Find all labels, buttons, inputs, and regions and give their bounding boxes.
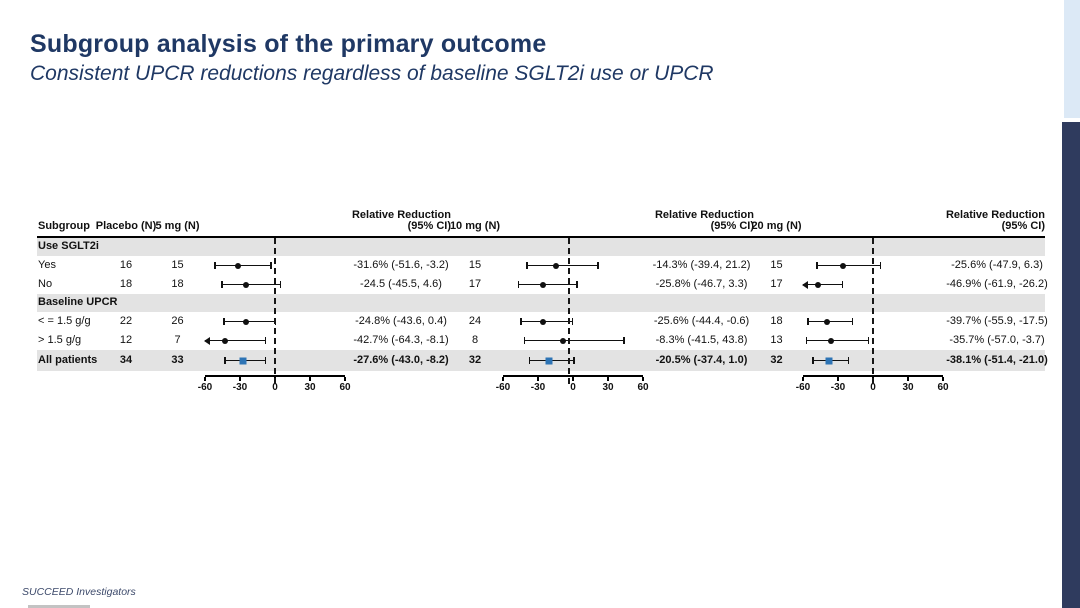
ci-cap-high (868, 337, 870, 344)
estimate-ci-text: -8.3% (-41.5, 43.8) (655, 333, 748, 346)
arm-n-value: 15 (468, 258, 482, 271)
point-estimate-marker (243, 282, 249, 288)
forest-plot-cell (799, 275, 949, 294)
arm-n-value: 13 (770, 333, 783, 346)
forest-plot-cell (499, 350, 649, 371)
row-label: < = 1.5 g/g (38, 314, 91, 327)
ci-cap-low (812, 357, 814, 364)
estimate-ci-text: -35.7% (-57.0, -3.7) (949, 333, 1045, 346)
ci-bar (527, 265, 598, 267)
ci-cap-low (223, 318, 225, 325)
axis-tick (572, 377, 574, 381)
ci-cap-high (270, 262, 272, 269)
table-row (37, 275, 1048, 294)
placebo-n-value: 34 (119, 353, 133, 366)
estimate-ci-text: -46.9% (-61.9, -26.2) (946, 277, 1048, 290)
forest-plot-cell (201, 350, 351, 371)
forest-plot-cell (201, 256, 351, 275)
point-estimate-marker (239, 357, 246, 364)
estimate-ci-text: -24.8% (-43.6, 0.4) (355, 314, 447, 327)
table-row (37, 256, 1045, 275)
forest-table (37, 206, 1048, 395)
ci-cap-low (518, 281, 520, 288)
ci-bar (817, 265, 880, 267)
axis-tick-label: -30 (232, 382, 248, 393)
point-estimate-marker (243, 319, 249, 325)
col-header-10mg-n: 10 mg (N) (449, 220, 501, 233)
ci-cap-low (807, 318, 809, 325)
relative-reduction-label: Relative Reduction (654, 208, 754, 221)
ci-cap-high (848, 357, 850, 364)
estimate-ci-text: -31.6% (-51.6, -3.2) (353, 258, 449, 271)
ci-cap-low (526, 262, 528, 269)
section-label: Baseline UPCR (38, 296, 118, 309)
axis-tick-label: -60 (197, 382, 213, 393)
arm-n-value: 24 (468, 314, 482, 327)
ci-cap-high (597, 262, 599, 269)
arm-n-value: 15 (770, 258, 783, 271)
axis-tick (344, 377, 346, 381)
axis-tick-label: 60 (339, 382, 351, 393)
forest-plot-cell (799, 331, 949, 350)
arm-n-value: 26 (171, 314, 184, 327)
estimate-ci-text: -14.3% (-39.4, 21.2) (652, 258, 751, 271)
col-header-relative-reduction-3 (945, 206, 1045, 236)
ci-bar (803, 284, 842, 286)
ci-bar (224, 321, 275, 323)
arm-n-value: 32 (468, 353, 482, 366)
point-estimate-marker (560, 338, 566, 344)
ci-cap-high (280, 281, 282, 288)
rows-container (37, 238, 1048, 371)
axis-tick (204, 377, 206, 381)
forest-plot-cell (499, 312, 649, 331)
ci-bar (808, 321, 853, 323)
axis-tick (907, 377, 909, 381)
row-label: Yes (38, 258, 56, 271)
col-header-plot2-spacer (499, 206, 649, 236)
ci-cap-high (572, 318, 574, 325)
arm-n-value: 32 (770, 353, 783, 366)
col-header-plot1-spacer (201, 206, 351, 236)
ci-bar (205, 340, 266, 342)
ci-cap-low (806, 337, 808, 344)
point-estimate-marker (840, 263, 846, 269)
axis-tick (802, 377, 804, 381)
forest-plot-cell (499, 275, 649, 294)
forest-plot-cell (201, 275, 351, 294)
table-row (37, 312, 1048, 331)
forest-plot-cell (799, 256, 949, 275)
ci-cap-low (214, 262, 216, 269)
axis-row (37, 371, 1045, 395)
forest-plot-cell (799, 350, 949, 371)
placebo-n-value: 12 (119, 333, 133, 346)
point-estimate-marker (540, 282, 546, 288)
ci-track (503, 275, 643, 294)
ci-cap-high (623, 337, 625, 344)
axis-tick (607, 377, 609, 381)
axis-tick (537, 377, 539, 381)
edge-strip-navy (1062, 122, 1080, 608)
estimate-ci-text: -39.7% (-55.9, -17.5) (946, 314, 1048, 327)
placebo-n-value: 18 (119, 277, 133, 290)
axis-tick-label: 60 (637, 382, 649, 393)
estimate-ci-text: -27.6% (-43.0, -8.2) (353, 353, 449, 366)
ci-bar (215, 265, 271, 267)
zero-reference-line (274, 238, 276, 384)
axis-tick (942, 377, 944, 381)
ci-bar (807, 340, 869, 342)
section-row (37, 294, 1045, 312)
point-estimate-marker (553, 263, 559, 269)
row-label: No (38, 277, 53, 290)
table-row (37, 350, 1048, 371)
axis-tick-label: 30 (304, 382, 316, 393)
estimate-ci-text: -24.5 (-45.5, 4.6) (360, 277, 442, 290)
axis-tick-label: 30 (902, 382, 914, 393)
ci-track (503, 350, 643, 371)
point-estimate-marker (828, 338, 834, 344)
row-label: All patients (38, 353, 98, 366)
page-subtitle: Consistent UPCR reductions regardless of baseline SGLT2i use or UPCR (30, 62, 714, 85)
col-header-subgroup: Subgroup (38, 220, 90, 233)
arm-n-value: 17 (468, 277, 482, 290)
zero-reference-line (872, 238, 874, 384)
point-estimate-marker (825, 357, 832, 364)
ci-track (503, 331, 643, 350)
section-row (37, 238, 1045, 256)
col-header-relative-reduction-2 (649, 206, 754, 236)
arm-n-value: 7 (174, 333, 181, 346)
zero-reference-line (568, 238, 570, 384)
col-header-20mg-n: 20 mg (N) (751, 220, 802, 233)
axis-tick-label: 0 (570, 382, 576, 393)
axis-tick-label: 30 (602, 382, 614, 393)
arm-n-value: 17 (770, 277, 783, 290)
ci-bar (525, 340, 625, 342)
relative-reduction-label: Relative Reduction (945, 208, 1045, 221)
ci-cap-high (576, 281, 578, 288)
x-axis (495, 375, 649, 395)
table-header-row (37, 206, 1045, 238)
axis-tick (239, 377, 241, 381)
ci-cap-low (221, 281, 223, 288)
ci-cap-high (842, 281, 844, 288)
ci-cap-low (816, 262, 818, 269)
axis-tick (837, 377, 839, 381)
placebo-n-value: 22 (119, 314, 133, 327)
ci-cap-high (880, 262, 882, 269)
footer-attribution: SUCCEED Investigators (22, 586, 136, 598)
relative-reduction-label: Relative Reduction (351, 208, 451, 221)
arm-n-value: 33 (171, 353, 184, 366)
forest-plot-cell (201, 312, 351, 331)
arm-n-value: 18 (770, 314, 783, 327)
ci-cap-high (265, 337, 267, 344)
section-label: Use SGLT2i (38, 240, 99, 253)
estimate-ci-text: -38.1% (-51.4, -21.0) (946, 353, 1048, 366)
ci-arrow-left-icon (204, 337, 210, 345)
axis-tick-label: 0 (870, 382, 876, 393)
ci-cap-high (573, 357, 575, 364)
ci-label: (95% CI) (710, 220, 754, 233)
title-block (30, 30, 1020, 86)
ci-arrow-left-icon (802, 281, 808, 289)
forest-plot-cell (499, 331, 649, 350)
table-row (37, 331, 1045, 350)
col-header-plot3-spacer (799, 206, 949, 236)
col-header-placebo-n: Placebo (N) (95, 220, 157, 233)
row-label: > 1.5 g/g (38, 333, 82, 346)
forest-plot-cell (499, 256, 649, 275)
axis-tick-label: -60 (495, 382, 511, 393)
estimate-ci-text: -25.6% (-47.9, 6.3) (951, 258, 1043, 271)
ci-cap-low (524, 337, 526, 344)
ci-bar (222, 284, 280, 286)
point-estimate-marker (824, 319, 830, 325)
axis-tick (502, 377, 504, 381)
estimate-ci-text: -25.6% (-44.4, -0.6) (653, 314, 750, 327)
ci-cap-low (520, 318, 522, 325)
point-estimate-marker (546, 357, 553, 364)
estimate-ci-text: -42.7% (-64.3, -8.1) (353, 333, 449, 346)
point-estimate-marker (540, 319, 546, 325)
forest-plot-cell (799, 312, 949, 331)
axis-tick-label: -60 (795, 382, 811, 393)
arm-n-value: 8 (471, 333, 479, 346)
estimate-ci-text: -20.5% (-37.4, 1.0) (655, 353, 748, 366)
axis-tick (309, 377, 311, 381)
point-estimate-marker (235, 263, 241, 269)
axis-tick-label: 60 (937, 382, 949, 393)
col-header-5mg-n: 5 mg (N) (155, 220, 200, 233)
ci-label: (95% CI) (1001, 220, 1045, 233)
placebo-n-value: 16 (119, 258, 133, 271)
col-header-relative-reduction-1 (351, 206, 451, 236)
axis-tick-label: 0 (272, 382, 278, 393)
ci-track (503, 312, 643, 331)
arm-n-value: 18 (171, 277, 184, 290)
ci-cap-low (529, 357, 531, 364)
ci-label: (95% CI) (407, 220, 451, 233)
edge-strip-lightblue (1064, 0, 1080, 118)
forest-plot-cell (201, 331, 351, 350)
axis-tick (642, 377, 644, 381)
point-estimate-marker (222, 338, 228, 344)
ci-cap-low (224, 357, 226, 364)
ci-cap-high (852, 318, 854, 325)
ci-bar (521, 321, 572, 323)
axis-tick-label: -30 (830, 382, 846, 393)
ci-cap-high (265, 357, 267, 364)
estimate-ci-text: -25.8% (-46.7, 3.3) (655, 277, 748, 290)
arm-n-value: 15 (171, 258, 184, 271)
page-title: Subgroup analysis of the primary outcome (30, 30, 547, 58)
axis-tick-label: -30 (530, 382, 546, 393)
point-estimate-marker (815, 282, 821, 288)
ci-track (503, 256, 643, 275)
